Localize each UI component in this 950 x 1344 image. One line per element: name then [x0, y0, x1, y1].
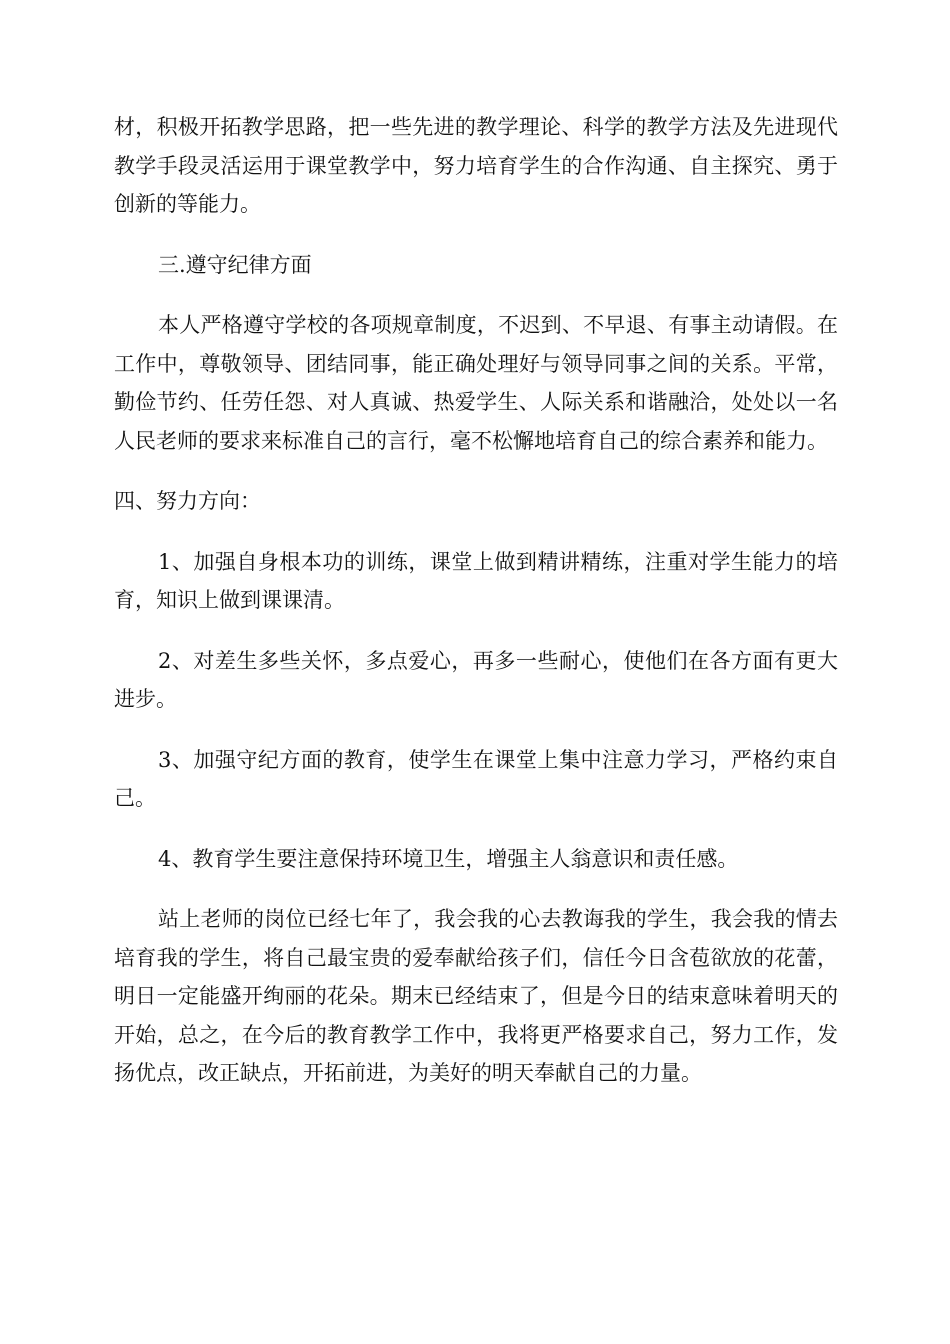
list-item-3: 3、加强守纪方面的教育，使学生在课堂上集中注意力学习，严格约束自己。: [114, 747, 838, 810]
paragraph-discipline: 本人严格遵守学校的各项规章制度，不迟到、不早退、有事主动请假。在工作中，尊敬领导、团结同事，能正确处理好与领导同事之间的关系。平常，勤俭节约、任劳任怨、对人真诚、热爱学生、人际关系和谐融洽，处处以一名人民老师的要求来标准自己的言行，毫不松懈地培育自己的综合素养和能力。: [114, 313, 838, 453]
section-heading-discipline: 三.遵守纪律方面: [158, 252, 312, 277]
paragraph-continued-text: 材，积极开拓教学思路，把一些先进的教学理论、科学的教学方法及先进现代教学手段灵活运用于课堂教学中，努力培育学生的合作沟通、自主探究、勇于创新的等能力。: [114, 115, 838, 216]
document-body: [114, 108, 838, 1115]
list-item-4: 4、教育学生要注意保持环境卫生，增强主人翁意识和责任感。: [158, 846, 739, 871]
paragraph-conclusion: 站上老师的岗位已经七年了，我会我的心去教诲我的学生，我会我的情去培育我的学生，将自己最宝贵的爱奉献给孩子们，信任今日含苞欲放的花蕾，明日一定能盛开绚丽的花朵。期末已经结束了，但是今日的结束意味着明天的开始，总之，在今后的教育教学工作中，我将更严格要求自己，努力工作，发扬优点，改正缺点，开拓前进，为美好的明天奉献自己的力量。: [114, 907, 838, 1085]
section-heading-direction: 四、努力方向：: [114, 489, 261, 513]
list-item-1: 1、加强自身根本功的训练，课堂上做到精讲精练，注重对学生能力的培育，知识上做到课课清。: [114, 549, 838, 612]
list-item-2: 2、对差生多些关怀，多点爱心，再多一些耐心，使他们在各方面有更大进步。: [114, 648, 838, 711]
